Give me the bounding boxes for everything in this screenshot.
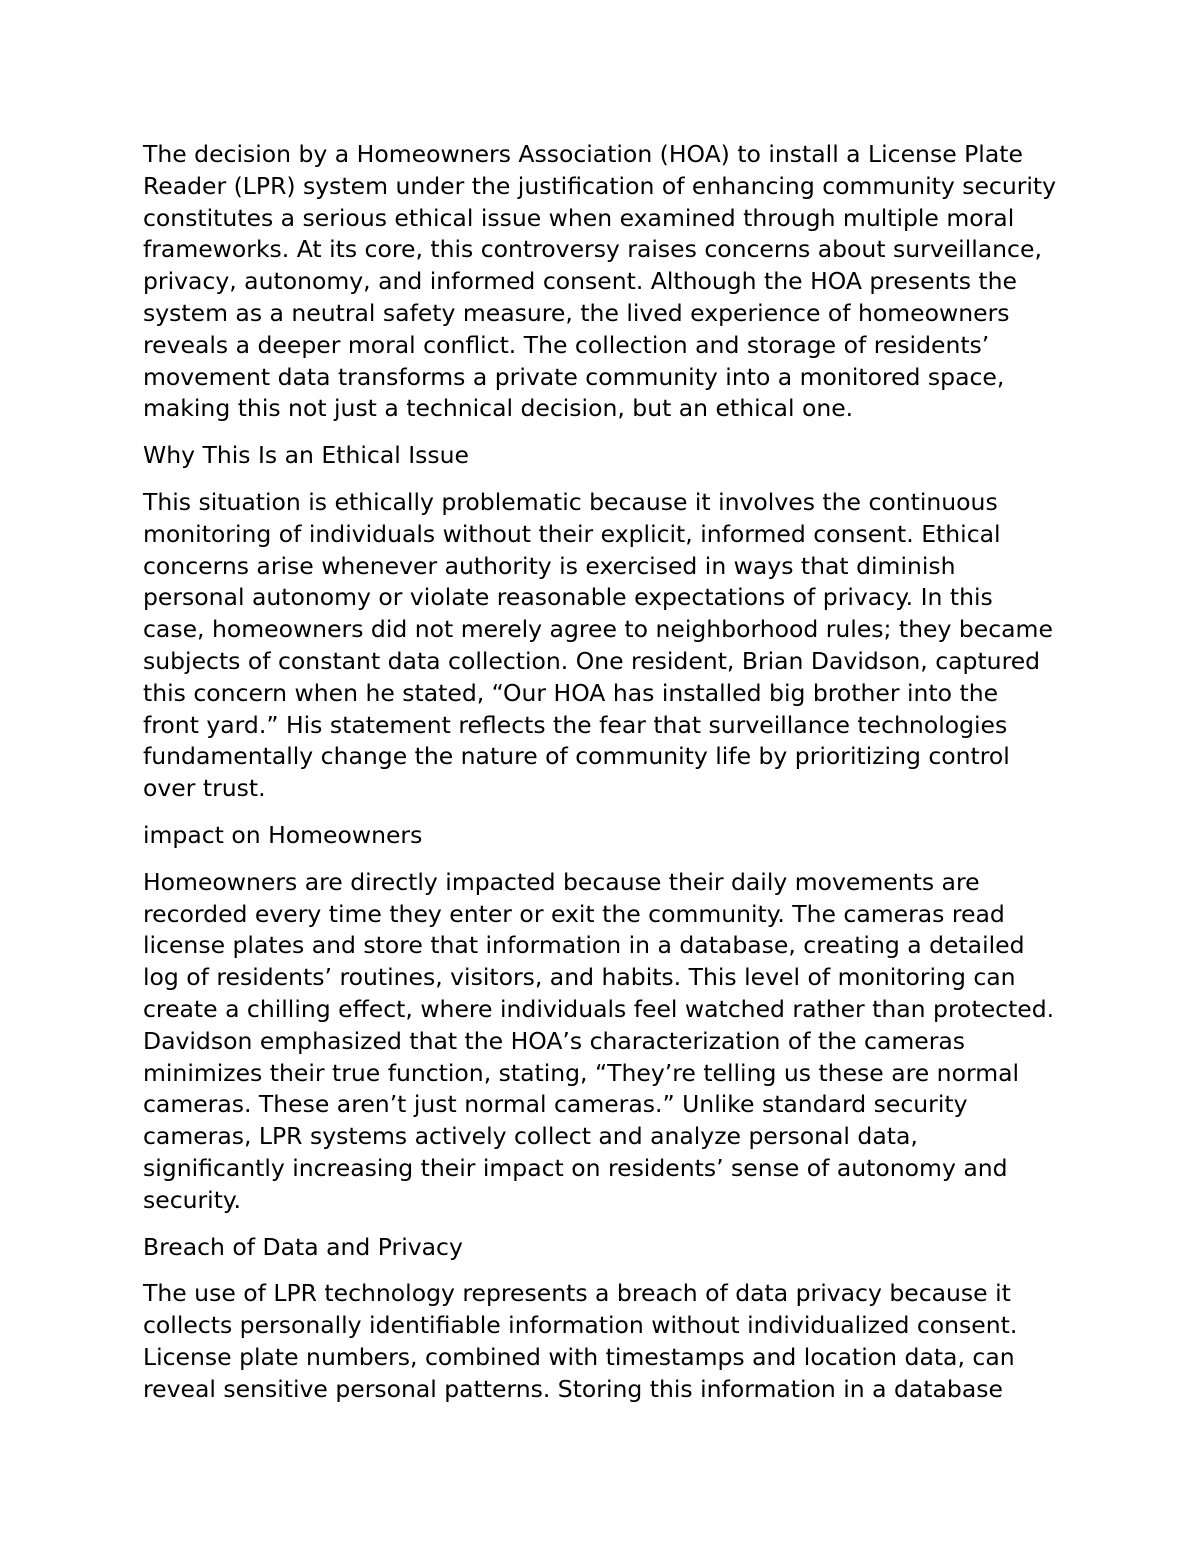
- text-line: reveal sensitive personal patterns. Storing this information in a database: [143, 1374, 1003, 1403]
- text-line: movement data transforms a private community into a monitored space,: [143, 362, 1005, 391]
- text-line: License plate numbers, combined with timestamps and location data, can: [143, 1342, 1015, 1371]
- section-heading-breach: [143, 1232, 1073, 1264]
- text-line: cameras, LPR systems actively collect and analyze personal data,: [143, 1122, 918, 1151]
- text-line: privacy, autonomy, and informed consent. Although the HOA presents the: [143, 267, 1017, 296]
- text-line: monitoring of individuals without their explicit, informed consent. Ethical: [143, 519, 1001, 548]
- text-line: create a chilling effect, where individuals feel watched rather than protected.: [143, 994, 1055, 1023]
- text-line: security.: [143, 1185, 241, 1214]
- text-line: The use of LPR technology represents a breach of data privacy because it: [143, 1279, 1011, 1308]
- heading-text: Why This Is an Ethical Issue: [143, 441, 469, 470]
- text-line: system as a neutral safety measure, the lived experience of homeowners: [143, 298, 1010, 327]
- text-line: The decision by a Homeowners Association (HOA) to install a License Plate: [143, 140, 1023, 168]
- document-body: [143, 139, 1073, 1420]
- text-line: significantly increasing their impact on residents’ sense of autonomy and: [143, 1153, 1008, 1182]
- text-line: front yard.” His statement reflects the fear that surveillance technologies: [143, 710, 1008, 739]
- breach-paragraph: [143, 1278, 1073, 1405]
- heading-text: Breach of Data and Privacy: [143, 1232, 463, 1261]
- text-line: fundamentally change the nature of community life by prioritizing control: [143, 742, 1010, 771]
- heading-text: impact on Homeowners: [143, 820, 423, 849]
- text-line: Davidson emphasized that the HOA’s characterization of the cameras: [143, 1026, 966, 1055]
- text-line: frameworks. At its core, this controversy raises concerns about surveillance,: [143, 235, 1042, 264]
- text-line: subjects of constant data collection. One resident, Brian Davidson, captured: [143, 646, 1041, 675]
- text-line: recorded every time they enter or exit the community. The cameras read: [143, 899, 1005, 928]
- text-line: minimizes their true function, stating, “They’re telling us these are normal: [143, 1058, 1020, 1087]
- text-line: log of residents’ routines, visitors, and habits. This level of monitoring can: [143, 963, 1016, 992]
- text-line: this concern when he stated, “Our HOA has installed big brother into the: [143, 678, 999, 707]
- text-line: concerns arise whenever authority is exercised in ways that diminish: [143, 551, 956, 580]
- text-line: case, homeowners did not merely agree to neighborhood rules; they became: [143, 615, 1053, 644]
- text-line: Reader (LPR) system under the justification of enhancing community security: [143, 171, 1057, 200]
- impact-paragraph: [143, 867, 1073, 1217]
- text-line: This situation is ethically problematic because it involves the continuous: [143, 487, 998, 516]
- text-line: reveals a deeper moral conflict. The collection and storage of residents’: [143, 330, 990, 359]
- intro-paragraph: [143, 139, 1073, 425]
- text-line: license plates and store that information in a database, creating a detailed: [143, 931, 1025, 960]
- section-heading-ethical-issue: [143, 440, 1073, 472]
- text-line: making this not just a technical decision, but an ethical one.: [143, 394, 854, 423]
- text-line: constitutes a serious ethical issue when examined through multiple moral: [143, 203, 1015, 232]
- text-line: Homeowners are directly impacted because their daily movements are: [143, 867, 980, 896]
- ethical-issue-paragraph: [143, 487, 1073, 805]
- text-line: collects personally identifiable information without individualized consent.: [143, 1311, 1018, 1340]
- section-heading-impact: [143, 820, 1073, 852]
- text-line: over trust.: [143, 774, 266, 803]
- text-line: personal autonomy or violate reasonable expectations of privacy. In this: [143, 583, 993, 612]
- text-line: cameras. These aren’t just normal cameras.” Unlike standard security: [143, 1090, 968, 1119]
